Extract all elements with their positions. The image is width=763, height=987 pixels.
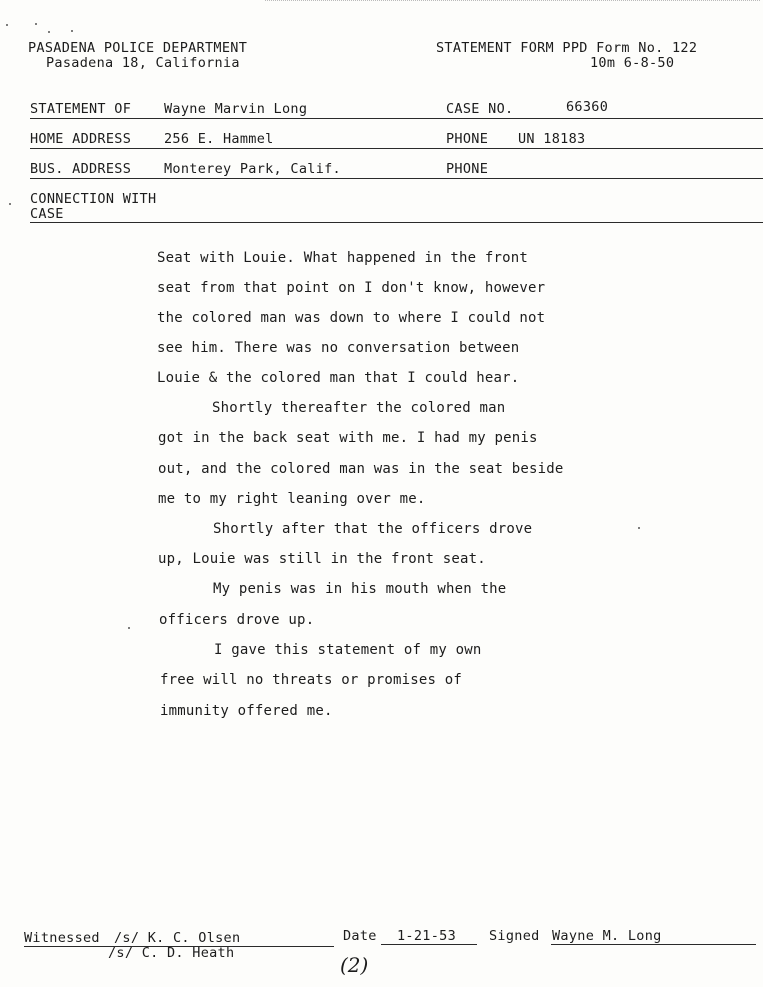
form-edition: 10m 6-8-50 — [590, 55, 675, 71]
form-title: STATEMENT FORM PPD Form No. 122 — [436, 40, 698, 56]
statement-line: Shortly thereafter the colored man — [212, 400, 506, 416]
connection-label-line-1: CONNECTION WITH — [30, 191, 157, 207]
statement-line: immunity offered me. — [160, 703, 333, 719]
scan-speck — [128, 627, 130, 629]
statement-line: the colored man was down to where I could not — [157, 310, 546, 326]
statement-line: officers drove up. — [159, 612, 315, 628]
date-label: Date — [343, 928, 377, 944]
department-city: Pasadena 18, California — [46, 55, 240, 71]
signed-label: Signed — [489, 928, 540, 944]
top-edge-mark — [265, 0, 760, 1]
statement-line: see him. There was no conversation between — [157, 340, 520, 356]
statement-line: Shortly after that the officers drove — [213, 521, 533, 537]
statement-line: free will no threats or promises of — [160, 672, 463, 688]
field-rule — [30, 222, 763, 223]
connection-label-line-2: CASE — [30, 206, 64, 222]
bus-phone-label: PHONE — [446, 161, 489, 177]
case-no-value: 66360 — [566, 99, 609, 115]
witnessed-label: Witnessed — [24, 930, 100, 946]
witness-1-signature: /s/ K. C. Olsen — [114, 930, 241, 946]
scan-speck — [638, 527, 640, 529]
statement-of-label: STATEMENT OF — [30, 101, 132, 117]
page-number: (2) — [340, 953, 369, 977]
department-name: PASADENA POLICE DEPARTMENT — [28, 40, 248, 56]
home-address-value: 256 E. Hammel — [164, 131, 274, 147]
witness-2-signature: /s/ C. D. Heath — [108, 945, 235, 961]
signature-line — [551, 944, 756, 945]
statement-of-value: Wayne Marvin Long — [164, 101, 308, 117]
signed-value: Wayne M. Long — [552, 928, 662, 944]
statement-line: Seat with Louie. What happened in the front — [157, 250, 529, 266]
date-line — [381, 944, 477, 945]
statement-line: My penis was in his mouth when the — [213, 581, 507, 597]
statement-line: I gave this statement of my own — [214, 642, 482, 658]
scan-speck — [6, 24, 8, 26]
case-no-label: CASE NO. — [446, 101, 514, 117]
field-rule — [30, 178, 763, 179]
field-rule — [30, 118, 763, 119]
bus-address-value: Monterey Park, Calif. — [164, 161, 341, 177]
scan-speck — [48, 31, 50, 33]
scan-speck — [9, 203, 11, 205]
phone-label: PHONE — [446, 131, 489, 147]
statement-line: seat from that point on I don't know, however — [157, 280, 546, 296]
date-value: 1-21-53 — [397, 928, 456, 944]
field-rule — [30, 148, 763, 149]
home-address-label: HOME ADDRESS — [30, 131, 132, 147]
statement-line: got in the back seat with me. I had my penis — [158, 430, 538, 446]
phone-value: UN 18183 — [518, 131, 586, 147]
statement-line: out, and the colored man was in the seat beside — [158, 461, 564, 477]
statement-line: up, Louie was still in the front seat. — [158, 551, 486, 567]
scan-speck — [35, 23, 37, 25]
statement-line: Louie & the colored man that I could hear. — [157, 370, 520, 386]
statement-line: me to my right leaning over me. — [158, 491, 426, 507]
bus-address-label: BUS. ADDRESS — [30, 161, 132, 177]
scan-speck — [71, 30, 73, 32]
